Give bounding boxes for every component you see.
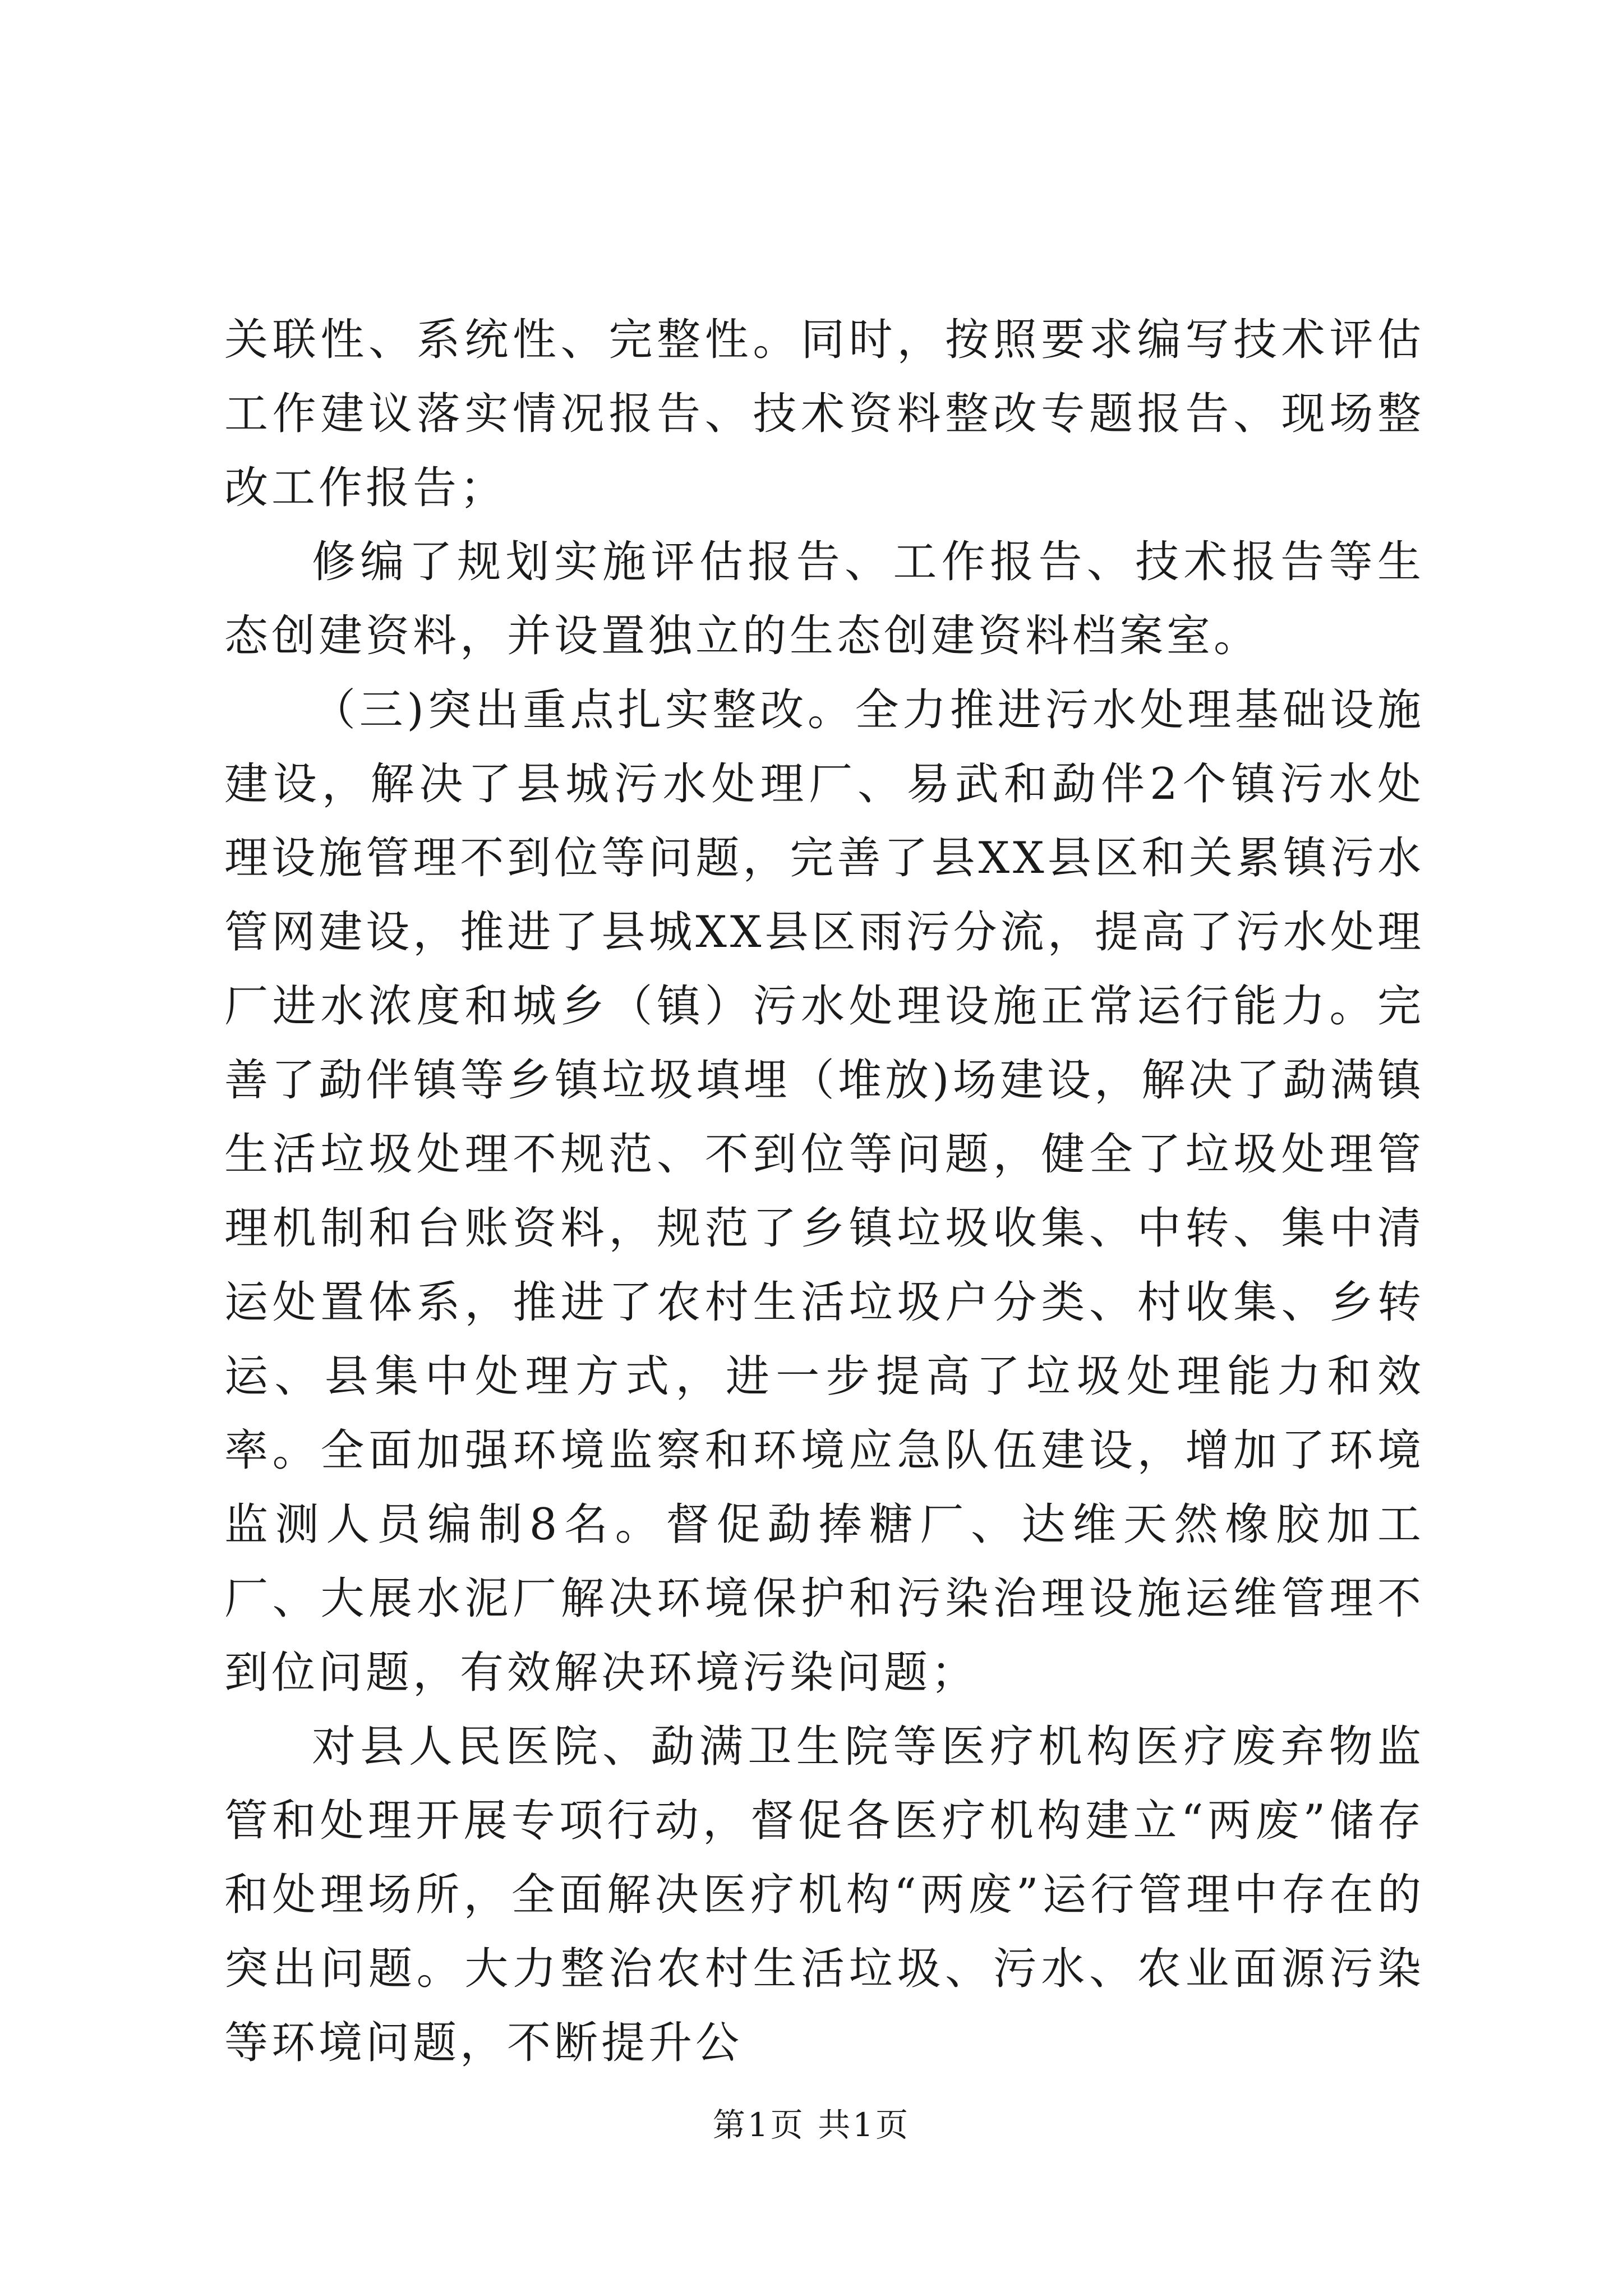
paragraph-2: 修编了规划实施评估报告、工作报告、技术报告等生态创建资料，并设置独立的生态创建资料档案室。 <box>224 537 1424 661</box>
page-footer: 第1页 共1页 <box>712 2106 911 2144</box>
body-text <box>224 303 1424 2080</box>
paragraph-4: 对县人民医院、勐满卫生院等医疗机构医疗废弃物监管和处理开展专项行动，督促各医疗机构建立“两废”储存和处理场所，全面解决医疗机构“两废”运行管理中存在的突出问题。大力整治农村生活垃圾、污水、农业面源污染等环境问题，不断提升公 <box>224 1722 1424 2068</box>
paragraph-1: 关联性、系统性、完整性。同时，按照要求编写技术评估工作建议落实情况报告、技术资料整改专题报告、现场整改工作报告； <box>224 315 1424 513</box>
paragraph-3: （三)突出重点扎实整改。全力推进污水处理基础设施建设，解决了县城污水处理厂、易武和勐伴2个镇污水处理设施管理不到位等问题，完善了县XX县区和关累镇污水管网建设，推进了县城XX县区雨污分流，提高了污水处理厂进水浓度和城乡（镇）污水处理设施正常运行能力。完善了勐伴镇等乡镇垃圾填埋（堆放)场建设，解决了勐满镇生活垃圾处理不规范、不到位等问题，健全了垃圾处理管理机制和台账资料，规范了乡镇垃圾收集、中转、集中清运处置体系，推进了农村生活垃圾户分类、村收集、乡转运、县集中处理方式，进一步提高了垃圾处理能力和效率。全面加强环境监察和环境应急队伍建设，增加了环境监测人员编制8名。督促勐捧糖厂、达维天然橡胶加工厂、大展水泥厂解决环境保护和污染治理设施运维管理不到位问题，有效解决环境污染问题； <box>224 685 1424 1698</box>
